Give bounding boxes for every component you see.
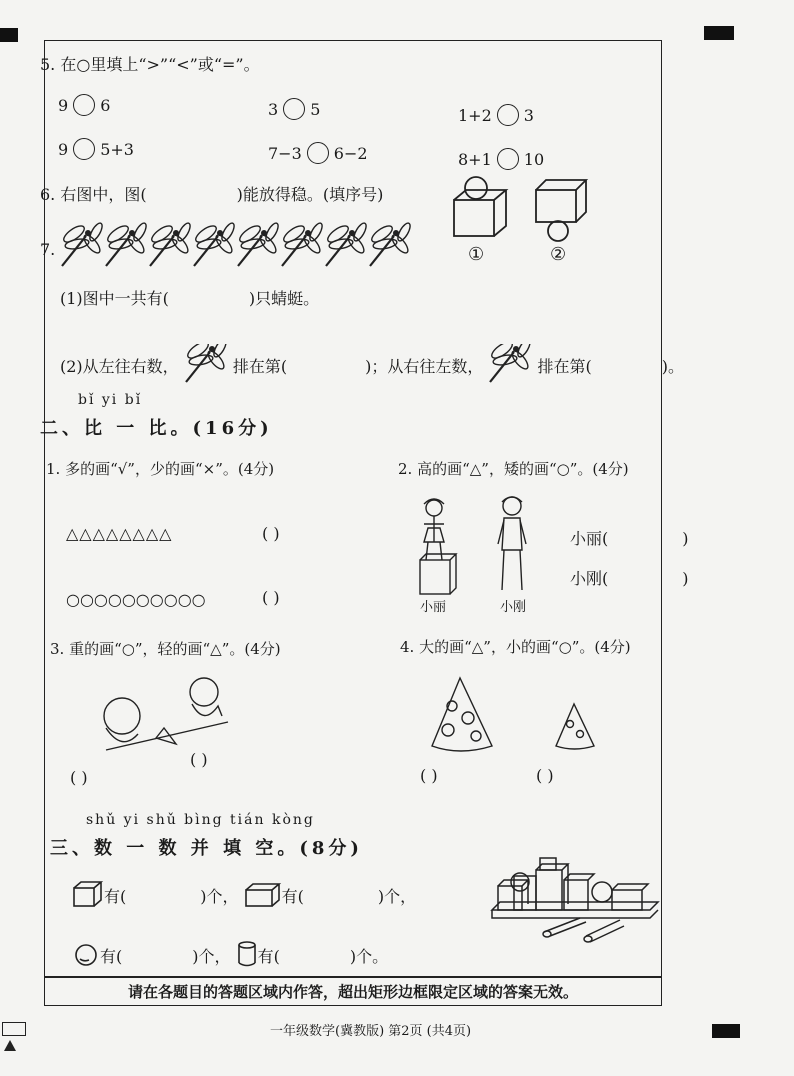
p4-answer-small[interactable]: ( ) [536,766,554,785]
dragonfly-icon [369,221,412,266]
p3-answer-left[interactable]: ( ) [70,768,88,787]
dragonfly-icon [488,344,532,384]
section3-title: 三、数 一 数 并 填 空。(8分) [50,838,363,859]
corner-marker-top-left [0,28,18,42]
triangle-row: △△△△△△△△ [66,524,173,543]
corner-marker-bottom-left [2,1022,26,1036]
dragonfly-icon [184,344,228,384]
q5-item: 8+1 10 [458,150,545,169]
caption-xiaogang: 小刚 [500,600,527,615]
q7-part1: (1)图中一共有( )只蜻蜓。 [60,289,320,308]
p1-answer-2[interactable]: ( ) [262,588,280,607]
q6-question: 6. 右图中，图( )能放得稳。(填序号) [40,185,384,204]
p3-title: 3. 重的画“○”，轻的画“△”。(4分) [50,640,281,658]
cylinder-icon [236,940,258,968]
big-tree-icon [432,678,492,751]
p3-answer-right[interactable]: ( ) [190,750,208,769]
p1-answer-1[interactable]: ( ) [262,524,280,543]
dragonfly-icon [281,221,324,266]
q5-item: 1+2 3 [458,106,534,125]
p4-answer-big[interactable]: ( ) [420,766,438,785]
q5-item: 7−3 6−2 [268,144,368,163]
ball-on-cube-icon [454,177,506,236]
cuboid-icon [244,882,282,908]
block-structure-illustration [490,856,662,950]
q5-item: 9 5+3 [58,140,134,159]
stacking-figures [440,172,590,272]
blank-circle[interactable] [497,148,519,170]
children-height-illustration [410,494,550,598]
circle-row: ○○○○○○○○○○ [66,590,206,609]
blank-circle[interactable] [73,94,95,116]
p2-title: 2. 高的画“△”，矮的画“○”。(4分) [398,460,629,478]
p1-title: 1. 多的画“√”，少的画“×”。(4分) [46,460,275,478]
count-row-2: 有( )个， 有( )个。 [74,940,388,968]
small-tree-icon [556,704,594,749]
xiaogang-answer[interactable]: 小刚( ) [570,569,689,588]
dragonfly-row [60,218,416,274]
dragonfly-icon [325,221,368,266]
girl-on-box-icon [420,499,456,594]
q5-item: 9 6 [58,96,111,115]
boy-standing-icon [498,497,526,590]
xiaoli-answer[interactable]: 小丽( ) [570,529,689,548]
dragonfly-icon [61,221,104,266]
figure-label-1: ① [468,244,485,265]
answer-area-notice: 请在各题目的答题区域内作答，超出矩形边框限定区域的答案无效。 [44,976,662,1006]
corner-marker-bottom-right [712,1024,740,1038]
sphere-icon [74,942,100,968]
caption-xiaoli: 小丽 [420,600,447,615]
p4-title: 4. 大的画“△”，小的画“○”。(4分) [400,638,631,656]
count-row-1: 有( )个， 有( )个， [72,880,416,908]
dragonfly-icon [149,221,192,266]
q7-part2: (2)从左往右数， 排在第( )；从右往左数， 排在第( )。 [60,344,684,384]
triangle-marker-icon [4,1040,16,1051]
corner-marker-top-right [704,26,734,40]
q5-item: 3 5 [268,100,321,119]
section3-pinyin: shǔ yi shǔ bìng tián kòng [86,812,315,828]
blank-circle[interactable] [283,98,305,120]
blank-circle[interactable] [307,142,329,164]
section2-title: 二、比 一 比。(16分) [40,418,273,439]
figure-label-2: ② [550,244,567,265]
christmas-trees-illustration [426,674,606,758]
dragonfly-icon [237,221,280,266]
q5-title: 5. 在○里填上“>”“<”或“=”。 [40,55,260,74]
section2-pinyin: bǐ yi bǐ [78,392,143,408]
page-footer: 一年级数学(冀教版) 第2页 (共4页) [270,1024,472,1039]
q7-number: 7. [40,240,56,259]
cube-icon [72,880,104,908]
seesaw-icon [104,678,228,750]
blank-circle[interactable] [73,138,95,160]
cube-on-ball-icon [536,180,586,241]
dragonfly-icon [193,221,236,266]
dragonfly-icon [105,221,148,266]
seesaw-illustration [92,672,242,768]
blank-circle[interactable] [497,104,519,126]
